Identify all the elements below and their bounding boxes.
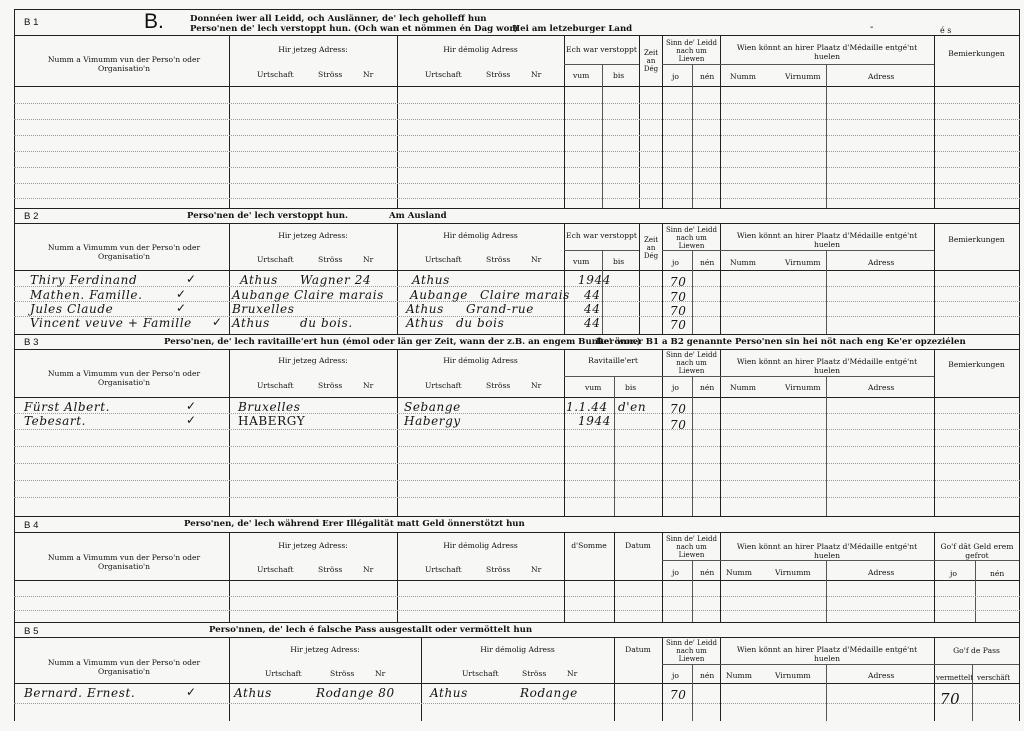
b2-row-old-town: Athus bbox=[406, 302, 444, 316]
b2-row-old-town: Aubange bbox=[410, 288, 468, 302]
b1-zeit-header: Zeit an Dég bbox=[643, 49, 659, 74]
section-b2-id: B 2 bbox=[24, 211, 39, 222]
b5-alive-header: Sinn de' Leidd nach um Liewen bbox=[665, 639, 718, 664]
b4-nen-header: nén bbox=[700, 568, 715, 577]
section-b4-title: Perso'nen, de' lech während Erer Illégalität matt Geld önnerstötzt hun bbox=[184, 519, 525, 529]
b1-former-address-header: Hir démolig Adress bbox=[443, 45, 518, 54]
b2-row-old-street: Grand-rue bbox=[466, 302, 534, 316]
checkmark: ✓ bbox=[176, 287, 187, 301]
b3-old-nr-header: Nr bbox=[531, 381, 542, 390]
b2-row-jo: 70 bbox=[670, 275, 687, 289]
section-b4-id: B 4 bbox=[24, 520, 39, 531]
b2-current-address-header: Hir jetzeg Adress: bbox=[278, 231, 348, 240]
b2-jo-header: jo bbox=[672, 258, 679, 267]
b3-adress-header: Adress bbox=[868, 383, 895, 392]
b4-old-street-header: Ströss bbox=[486, 565, 511, 574]
b4-town-header: Urtschaft bbox=[257, 565, 294, 574]
b4-alive-header: Sinn de' Leidd nach um Liewen bbox=[665, 535, 718, 560]
b3-former-address-header: Hir démolig Adress bbox=[443, 356, 518, 365]
b5-numm-header: Numm bbox=[726, 671, 752, 680]
b4-gof-jo-header: jo bbox=[950, 569, 957, 578]
b2-zeit-header: Zeit an Dég bbox=[643, 236, 659, 261]
b3-row-cur-town: HABERGY bbox=[238, 414, 306, 428]
b2-row-vum: 44 bbox=[584, 288, 601, 302]
b2-row-cur-town: Aubange bbox=[232, 288, 290, 302]
frame-left bbox=[14, 9, 15, 721]
b3-row-old-town: Sebange bbox=[404, 400, 461, 414]
b2-row-old-town: Athus bbox=[406, 316, 444, 330]
b4-virnumm-header: Virnumm bbox=[775, 568, 811, 577]
b3-row-vum: 1.1.44 bbox=[566, 400, 608, 414]
b5-pass-header: Go'f de Pass bbox=[953, 646, 1000, 655]
b2-row-vum: 44 bbox=[584, 302, 601, 316]
b3-street-header: Ströss bbox=[318, 381, 343, 390]
b4-numm-header: Numm bbox=[726, 568, 752, 577]
b4-old-town-header: Urtschaft bbox=[425, 565, 462, 574]
b4-street-header: Ströss bbox=[318, 565, 343, 574]
section-b3-note: De' önner B1 a B2 genannte Perso'nen sin hei nöt nach eng Ke'er opzeziélen bbox=[596, 337, 966, 347]
b5-adress-header: Adress bbox=[868, 671, 895, 680]
b5-arranged-header: vermettelt bbox=[936, 674, 974, 682]
b5-row-arranged: 70 bbox=[940, 690, 961, 708]
checkmark: ✓ bbox=[186, 413, 197, 427]
b3-alive-header: Sinn de' Leidd nach um Liewen bbox=[665, 351, 718, 376]
b2-row-name: Thiry Ferdinand bbox=[30, 273, 138, 287]
section-b2-place: Am Ausland bbox=[389, 211, 447, 221]
b2-vum-header: vum bbox=[573, 257, 590, 266]
checkmark: ✓ bbox=[176, 301, 187, 315]
b2-row-vum: 1944 bbox=[578, 273, 611, 287]
b3-remarks-header: Bemierkungen bbox=[948, 360, 1005, 369]
b2-row-name: Vincent veuve + Famille bbox=[30, 316, 192, 330]
b2-row-jo: 70 bbox=[670, 290, 687, 304]
section-b2-title: Perso'nen de' lech verstoppt hun. bbox=[187, 211, 348, 221]
section-b3-id: B 3 bbox=[24, 337, 39, 348]
b1-alive-header: Sinn de' Leidd nach um Liewen bbox=[665, 39, 718, 64]
b3-old-street-header: Ströss bbox=[486, 381, 511, 390]
checkmark: ✓ bbox=[186, 272, 197, 286]
b2-old-town-header: Urtschaft bbox=[425, 255, 462, 264]
b3-row-name: Fürst Albert. bbox=[24, 400, 111, 414]
b1-name-col-header: Numm a Vimumm vun der Perso'n oder Organisatio'n bbox=[47, 55, 201, 73]
b2-row-cur-town: Bruxelles bbox=[232, 302, 295, 316]
b2-numm-header: Numm bbox=[730, 258, 756, 267]
frame-right bbox=[1019, 9, 1020, 721]
form-letter: B. bbox=[144, 10, 164, 33]
b5-jo-header: jo bbox=[672, 671, 679, 680]
b2-old-street-header: Ströss bbox=[486, 255, 511, 264]
b3-row-cur-town: Bruxelles bbox=[238, 400, 301, 414]
b2-alive-header: Sinn de' Leidd nach um Liewen bbox=[665, 226, 718, 251]
b2-row-vum: 44 bbox=[584, 316, 601, 330]
checkmark: ✓ bbox=[186, 685, 197, 699]
b4-name-col-header: Numm a Vimumm vun der Perso'n oder Organisatio'n bbox=[47, 553, 201, 571]
b5-procured-header: verschäft bbox=[977, 674, 1011, 682]
section-b3-title: Perso'nen, de' lech ravitaille'ert hun (émol oder län ger Zeit, wann der z.B. an engem Bunker wor.) bbox=[164, 337, 641, 347]
b4-sum-header: d'Somme bbox=[571, 541, 607, 550]
b3-old-town-header: Urtschaft bbox=[425, 381, 462, 390]
b1-old-street-header: Ströss bbox=[486, 70, 511, 79]
b2-bis-header: bis bbox=[613, 257, 625, 266]
b3-jo-header: jo bbox=[672, 383, 679, 392]
section-b5-title: Perso'nnen, de' lech é falsche Pass ausgestallt oder vermöttelt hun bbox=[209, 625, 533, 635]
b2-former-address-header: Hir démolig Adress bbox=[443, 231, 518, 240]
b5-row-jo: 70 bbox=[670, 688, 687, 702]
b2-row-name: Mathen. Famille. bbox=[30, 288, 143, 302]
section-b1-id: B 1 bbox=[24, 17, 39, 28]
header-line2: Perso'nen de' lech verstoppt hun. (Och wan et nömmen én Dag wor) bbox=[190, 24, 518, 34]
b3-row-vum: 1944 bbox=[578, 414, 611, 428]
b3-ravit-header: Ravitaille'ert bbox=[588, 356, 638, 365]
b3-vum-header: vum bbox=[585, 383, 602, 392]
b5-row-cur-street: Rodange 80 bbox=[316, 686, 395, 700]
b3-row-old-town: Habergy bbox=[404, 414, 461, 428]
b2-row-old-town: Athus bbox=[412, 273, 450, 287]
b1-old-town-header: Urtschaft bbox=[425, 70, 462, 79]
b2-remarks-header: Bemierkungen bbox=[948, 235, 1005, 244]
top-right-mark: é s bbox=[940, 26, 952, 35]
b5-nen-header: nén bbox=[700, 671, 715, 680]
b5-old-town-header: Urtschaft bbox=[462, 669, 499, 678]
b4-repaid-header: Go'f dât Geld erem gefrot bbox=[940, 542, 1014, 560]
b2-row-cur-street: Claire marais bbox=[294, 288, 384, 302]
b3-row-name: Tebesart. bbox=[24, 414, 87, 428]
b3-bis-header: bis bbox=[625, 383, 637, 392]
b5-former-address-header: Hir démolig Adress bbox=[480, 645, 555, 654]
b1-town-header: Urtschaft bbox=[257, 70, 294, 79]
b2-row-cur-town: Athus bbox=[240, 273, 278, 287]
b3-current-address-header: Hir jetzeg Adress: bbox=[278, 356, 348, 365]
b4-adress-header: Adress bbox=[868, 568, 895, 577]
b4-nr-header: Nr bbox=[363, 565, 374, 574]
b5-row-old-street: Rodange bbox=[520, 686, 578, 700]
b5-medal-header: Wien könnt an hirer Plaatz d'Médaille entgé'nt huelen bbox=[736, 645, 918, 663]
b4-date-header: Datum bbox=[625, 541, 651, 550]
b5-row-name: Bernard. Ernest. bbox=[24, 686, 136, 700]
b5-current-address-header: Hir jetzeg Adress: bbox=[290, 645, 360, 654]
b5-name-col-header: Numm a Vimumm vun der Perso'n oder Organisatio'n bbox=[47, 658, 201, 676]
b3-virnumm-header: Virnumm bbox=[785, 383, 821, 392]
b1-bis-header: bis bbox=[613, 71, 625, 80]
checkmark: ✓ bbox=[212, 315, 223, 329]
b5-date-header: Datum bbox=[625, 645, 651, 654]
b5-old-nr-header: Nr bbox=[567, 669, 578, 678]
b2-row-jo: 70 bbox=[670, 304, 687, 318]
b4-gof-nen-header: nén bbox=[990, 569, 1005, 578]
b5-virnumm-header: Virnumm bbox=[775, 671, 811, 680]
b1-nen-header: nén bbox=[700, 72, 715, 81]
b4-former-address-header: Hir démolig Adress bbox=[443, 541, 518, 550]
b2-row-old-street: du bois bbox=[456, 316, 505, 330]
b3-row-jo: 70 bbox=[670, 418, 687, 432]
b4-current-address-header: Hir jetzeg Adress: bbox=[278, 541, 348, 550]
top-dash-mark: - bbox=[870, 22, 874, 33]
b5-nr-header: Nr bbox=[375, 669, 386, 678]
b2-hid-header: Ech war verstoppt bbox=[566, 231, 637, 240]
header-line2b: Hei am letzeburger Land bbox=[512, 24, 633, 34]
b1-numm-header: Numm bbox=[730, 72, 756, 81]
b3-row-jo: 70 bbox=[670, 402, 687, 416]
b4-jo-header: jo bbox=[672, 568, 679, 577]
b4-medal-header: Wien könnt an hirer Plaatz d'Médaille entgé'nt huelen bbox=[736, 542, 918, 560]
b2-row-cur-street: du bois. bbox=[300, 316, 353, 330]
b1-adress-header: Adress bbox=[868, 72, 895, 81]
b3-medal-header: Wien könnt an hirer Plaatz d'Médaille entgé'nt huelen bbox=[736, 357, 918, 375]
b2-town-header: Urtschaft bbox=[257, 255, 294, 264]
b1-medal-header: Wien könnt an hirer Plaatz d'Médaille entgé'nt huelen bbox=[736, 43, 918, 61]
b2-name-col-header: Numm a Vimumm vun der Perso'n oder Organisatio'n bbox=[47, 243, 201, 261]
b5-row-old-town: Athus bbox=[430, 686, 468, 700]
checkmark: ✓ bbox=[186, 399, 197, 413]
b5-row-cur-town: Athus bbox=[234, 686, 272, 700]
b1-street-header: Ströss bbox=[318, 70, 343, 79]
b2-medal-header: Wien könnt an hirer Plaatz d'Médaille entgé'nt huelen bbox=[736, 231, 918, 249]
b1-virnumm-header: Virnumm bbox=[785, 72, 821, 81]
b2-nen-header: nén bbox=[700, 258, 715, 267]
b2-row-cur-street: Wagner 24 bbox=[300, 273, 372, 287]
header-line1: Donnéen iwer all Leidd, och Auslänner, de' lech geholleff hun bbox=[190, 14, 487, 24]
b2-old-nr-header: Nr bbox=[531, 255, 542, 264]
b5-town-header: Urtschaft bbox=[265, 669, 302, 678]
b3-name-col-header: Numm a Vimumm vun der Perso'n oder Organisatio'n bbox=[47, 369, 201, 387]
b1-current-address-header: Hir jetzeg Adress: bbox=[278, 45, 348, 54]
b1-hid-header: Ech war verstoppt bbox=[566, 45, 637, 54]
section-b5-id: B 5 bbox=[24, 626, 39, 637]
b5-old-street-header: Ströss bbox=[522, 669, 547, 678]
b1-vum-header: vum bbox=[573, 71, 590, 80]
b5-street-header: Ströss bbox=[330, 669, 355, 678]
b1-jo-header: jo bbox=[672, 72, 679, 81]
b3-nen-header: nén bbox=[700, 383, 715, 392]
b2-row-jo: 70 bbox=[670, 318, 687, 332]
b2-adress-header: Adress bbox=[868, 258, 895, 267]
b2-row-old-street: Claire marais bbox=[480, 288, 570, 302]
b2-nr-header: Nr bbox=[363, 255, 374, 264]
b2-row-cur-town: Athus bbox=[232, 316, 270, 330]
b1-remarks-header: Bemierkungen bbox=[948, 49, 1005, 58]
b3-row-bis: d'en bbox=[618, 400, 647, 414]
b2-street-header: Ströss bbox=[318, 255, 343, 264]
b3-nr-header: Nr bbox=[363, 381, 374, 390]
b2-row-name: Jules Claude bbox=[30, 302, 114, 316]
b3-numm-header: Numm bbox=[730, 383, 756, 392]
b3-town-header: Urtschaft bbox=[257, 381, 294, 390]
b1-old-nr-header: Nr bbox=[531, 70, 542, 79]
b1-nr-header: Nr bbox=[363, 70, 374, 79]
frame-top bbox=[14, 9, 1020, 10]
b2-virnumm-header: Virnumm bbox=[785, 258, 821, 267]
b4-old-nr-header: Nr bbox=[531, 565, 542, 574]
